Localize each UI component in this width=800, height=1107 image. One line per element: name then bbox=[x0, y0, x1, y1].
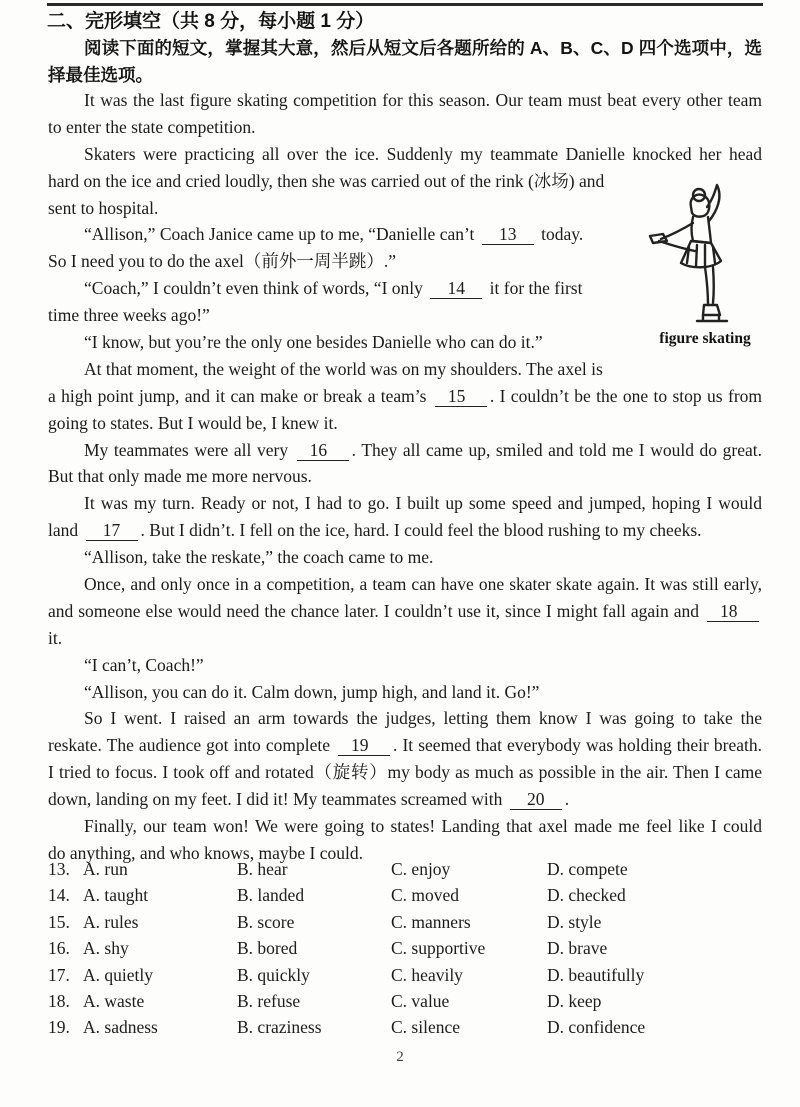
option-b: B. hear bbox=[237, 859, 288, 879]
header-rule bbox=[47, 3, 763, 6]
passage-line: reskate. The audience got into complete 19 . It seemed that everybody was holding their breath. bbox=[48, 735, 762, 756]
passage-line: “Allison, take the reskate,” the coach came to me. bbox=[84, 547, 434, 568]
option-b: B. bored bbox=[237, 938, 298, 959]
options-row bbox=[48, 909, 762, 935]
options-table bbox=[48, 856, 762, 1041]
page-number: 2 bbox=[396, 1049, 404, 1065]
passage-line: “Coach,” I couldn’t even think of words, “I only 14 it for the first bbox=[84, 278, 583, 299]
passage-line: So I need you to do the axel（前外一周半跳）.” bbox=[48, 251, 396, 272]
options-row bbox=[48, 935, 762, 961]
blank-20: 20 bbox=[510, 789, 562, 810]
option-a: A. taught bbox=[83, 885, 149, 906]
option-c: C. moved bbox=[391, 885, 460, 906]
passage-line: I tried to focus. I took off and rotated（旋转）my body as much as possible in the air. Then I came bbox=[48, 762, 762, 783]
question-number: 13. bbox=[48, 859, 70, 879]
option-a: A. waste bbox=[83, 990, 145, 1011]
passage-line: It was the last figure skating competition for this season. Our team must beat every other team bbox=[84, 90, 762, 110]
option-a: A. quietly bbox=[83, 964, 153, 985]
passage-line: it. bbox=[48, 627, 63, 648]
section-title: 二、完形填空（共 8 分，每小题 1 分） bbox=[47, 11, 375, 32]
question-number: 18. bbox=[48, 990, 70, 1011]
option-d: D. checked bbox=[547, 885, 626, 906]
option-d: D. beautifully bbox=[547, 964, 645, 985]
instructions bbox=[48, 35, 762, 89]
question-number: 16. bbox=[48, 938, 70, 959]
option-d: D. style bbox=[547, 911, 602, 932]
figure-skater-icon bbox=[647, 181, 763, 329]
option-d: D. keep bbox=[547, 990, 602, 1011]
question-number: 15. bbox=[48, 911, 70, 932]
passage-line: At that moment, the weight of the world was on my shoulders. The axel is bbox=[84, 358, 603, 379]
blank-16: 16 bbox=[297, 440, 349, 461]
passage-line: Skaters were practicing all over the ice. Suddenly my teammate Danielle knocked her head bbox=[84, 143, 762, 164]
option-b: B. refuse bbox=[237, 990, 301, 1011]
instructions-line: 择最佳选项。 bbox=[48, 65, 153, 85]
option-d: D. confidence bbox=[547, 1017, 646, 1038]
option-c: C. heavily bbox=[391, 964, 463, 985]
passage-line: But that only made me more nervous. bbox=[48, 466, 312, 487]
passage-line: time three weeks ago!” bbox=[48, 305, 210, 326]
instructions-line: 阅读下面的短文，掌握其大意，然后从短文后各题所给的 A、B、C、D 四个选项中，选 bbox=[84, 38, 762, 58]
option-d: D. compete bbox=[547, 859, 628, 879]
option-a: A. run bbox=[83, 859, 128, 879]
passage-line: Finally, our team won! We were going to states! Landing that axel made me feel like I could bbox=[84, 816, 762, 837]
passage-line: “I know, but you’re the only one besides Danielle who can do it.” bbox=[84, 332, 543, 353]
options-row bbox=[48, 962, 762, 988]
blank-13: 13 bbox=[482, 224, 534, 245]
options-row bbox=[48, 856, 762, 882]
passage-line: sent to hospital. bbox=[48, 197, 159, 218]
options-row bbox=[48, 1014, 762, 1040]
passage-line: It was my turn. Ready or not, I had to go. I built up some speed and jumped, hoping I would bbox=[84, 493, 762, 514]
question-number: 17. bbox=[48, 964, 70, 985]
passage-line: “Allison,” Coach Janice came up to me, “Danielle can’t 13 today. bbox=[84, 224, 584, 245]
passage-line: Once, and only once in a competition, a team can have one skater skate again. It was still early, bbox=[84, 574, 762, 595]
blank-17: 17 bbox=[86, 520, 138, 541]
option-b: B. score bbox=[237, 911, 295, 932]
passage-line: to enter the state competition. bbox=[48, 116, 256, 137]
option-b: B. quickly bbox=[237, 964, 310, 985]
blank-18: 18 bbox=[707, 601, 759, 622]
passage-line: do anything, and who knows, maybe I could. bbox=[48, 842, 363, 863]
option-a: A. shy bbox=[83, 938, 129, 959]
passage-line: “Allison, you can do it. Calm down, jump high, and land it. Go!” bbox=[84, 681, 540, 702]
question-number: 19. bbox=[48, 1017, 70, 1038]
option-b: B. craziness bbox=[237, 1017, 322, 1038]
passage-line: going to states. But I would be, I knew it. bbox=[48, 412, 338, 433]
option-c: C. enjoy bbox=[391, 859, 451, 879]
question-number: 14. bbox=[48, 885, 70, 906]
option-a: A. sadness bbox=[83, 1017, 158, 1038]
passage-line: down, landing on my feet. I did it! My teammates screamed with 20 . bbox=[48, 789, 570, 810]
passage-line: So I went. I raised an arm towards the judges, letting them know I was going to take the bbox=[84, 708, 762, 729]
option-c: C. silence bbox=[391, 1017, 461, 1038]
option-c: C. value bbox=[391, 990, 450, 1011]
passage-line: My teammates were all very 16 . They all came up, smiled and told me I would do great. bbox=[84, 439, 762, 460]
blank-14: 14 bbox=[430, 278, 482, 299]
illustration-caption: figure skating bbox=[659, 330, 751, 347]
blank-19: 19 bbox=[338, 735, 390, 756]
figure-skater-illustration bbox=[644, 181, 766, 348]
passage-line: a high point jump, and it can make or break a team’s 15 . I couldn’t be the one to stop us from bbox=[48, 385, 763, 406]
option-b: B. landed bbox=[237, 885, 305, 906]
option-c: C. supportive bbox=[391, 938, 486, 959]
options-row bbox=[48, 882, 762, 908]
option-a: A. rules bbox=[83, 911, 139, 932]
passage-line: and someone else would need the chance later. I couldn’t use it, since I might fall again and 18 bbox=[48, 598, 762, 625]
passage-line: “I can’t, Coach!” bbox=[84, 654, 204, 675]
passage-line: hard on the ice and cried loudly, then she was carried out of the rink (冰场) and bbox=[48, 170, 605, 191]
options-row bbox=[48, 988, 762, 1014]
passage-line: land 17 . But I didn’t. I fell on the ice, hard. I could feel the blood rushing to my cheeks. bbox=[48, 520, 702, 541]
option-d: D. brave bbox=[547, 938, 608, 959]
blank-15: 15 bbox=[435, 386, 487, 407]
option-c: C. manners bbox=[391, 911, 471, 932]
